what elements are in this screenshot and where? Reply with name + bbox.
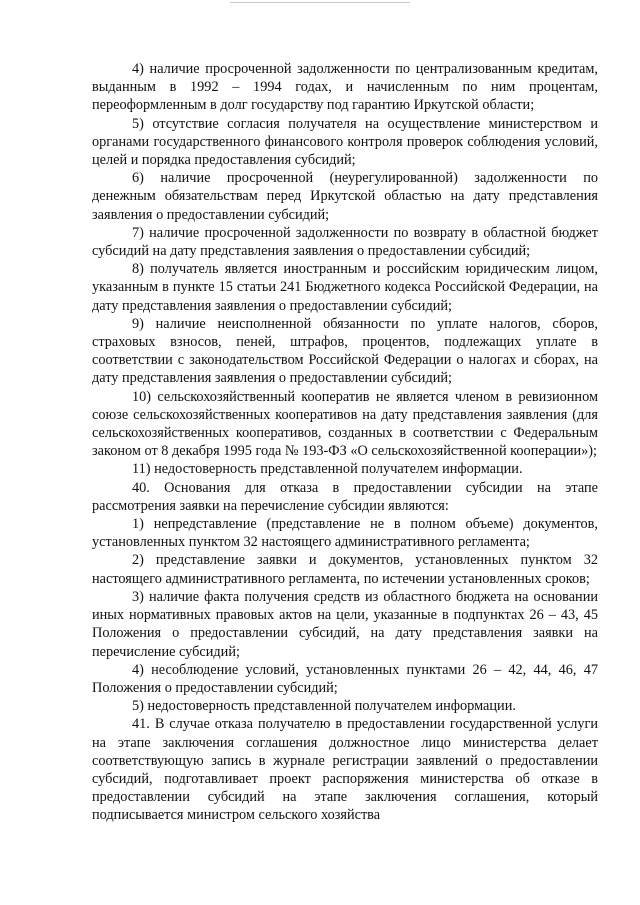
paragraph-40-item-3: 3) наличие факта получения средств из областного бюджета на основании иных нормативных правовых актов на цели, указанные в подпунктах 26 – 43, 45 Положения о предоставлении субсидий, на дату представления заявки на перечисление субсидий; bbox=[92, 588, 598, 660]
paragraph-item-4: 4) наличие просроченной задолженности по централизованным кредитам, выданным в 1992 – 1994 годах, и начисленным по ним процентам, переоформленным в долг государству под гарантию Иркутской области; bbox=[92, 61, 598, 114]
document-page bbox=[92, 60, 598, 825]
paragraph-item-10: 10) сельскохозяйственный кооператив не является членом в ревизионном союзе сельскохозяйственных кооперативов на дату представления заявления (для сельскохозяйственных кооперативов, созданных в соответствии с Федеральным законом от 8 декабря 1995 года № 193-ФЗ «О сельскохозяйственной кооперации»); bbox=[92, 388, 598, 460]
paragraph-40-item-2: 2) представление заявки и документов, установленных пунктом 32 настоящего административного регламента, по истечении установленных сроков; bbox=[92, 552, 598, 587]
paragraph-item-8: 8) получатель является иностранным и российским юридическим лицом, указанным в пункте 15 статьи 241 Бюджетного кодекса Российской Федерации, на дату представления заявления о предоставлении субсидий; bbox=[92, 261, 598, 314]
paragraph-item-9: 9) наличие неисполненной обязанности по уплате налогов, сборов, страховых взносов, пеней, штрафов, процентов, подлежащих уплате в соответствии с законодательством Российской Федерации о налогах и сборах, на дату представления заявления о предоставлении субсидий; bbox=[92, 315, 598, 387]
paragraph-item-5: 5) отсутствие согласия получателя на осуществление министерством и органами государственного финансового контроля проверок соблюдения условий, целей и порядка предоставления субсидий; bbox=[92, 115, 598, 169]
paragraph-item-6: 6) наличие просроченной (неурегулированной) задолженности по денежным обязательствам перед Иркутской областью на дату представления заявления о предоставлении субсидий; bbox=[92, 170, 598, 223]
paragraph-section-40: 40. Основания для отказа в предоставлении субсидии на этапе рассмотрения заявки на перечисление субсидии являются: bbox=[92, 479, 598, 514]
paragraph-item-11: 11) недостоверность представленной получателем информации. bbox=[132, 461, 523, 478]
paragraph-40-item-1: 1) непредставление (представление не в полном объеме) документов, установленных пунктом 32 настоящего административного регламента; bbox=[92, 516, 598, 551]
scan-top-edge bbox=[230, 2, 410, 3]
paragraph-40-item-5: 5) недостоверность представленной получателем информации. bbox=[132, 698, 516, 715]
paragraph-40-item-4: 4) несоблюдение условий, установленных пунктами 26 – 42, 44, 46, 47 Положения о предоставлении субсидий; bbox=[92, 661, 598, 696]
paragraph-section-41: 41. В случае отказа получателю в предоставлении государственной услуги на этапе заключения соглашения должностное лицо министерства делает соответствующую запись в журнале регистрации заявлений о предоставлении субсидий, подготавливает проект распоряжения министерства об отказе в предоставлении субсидий на этапе заключения соглашения, который подписывается министром сельского хозяйства bbox=[92, 716, 598, 824]
paragraph-item-7: 7) наличие просроченной задолженности по возврату в областной бюджет субсидий на дату представления заявления о предоставлении субсидий; bbox=[92, 224, 598, 260]
